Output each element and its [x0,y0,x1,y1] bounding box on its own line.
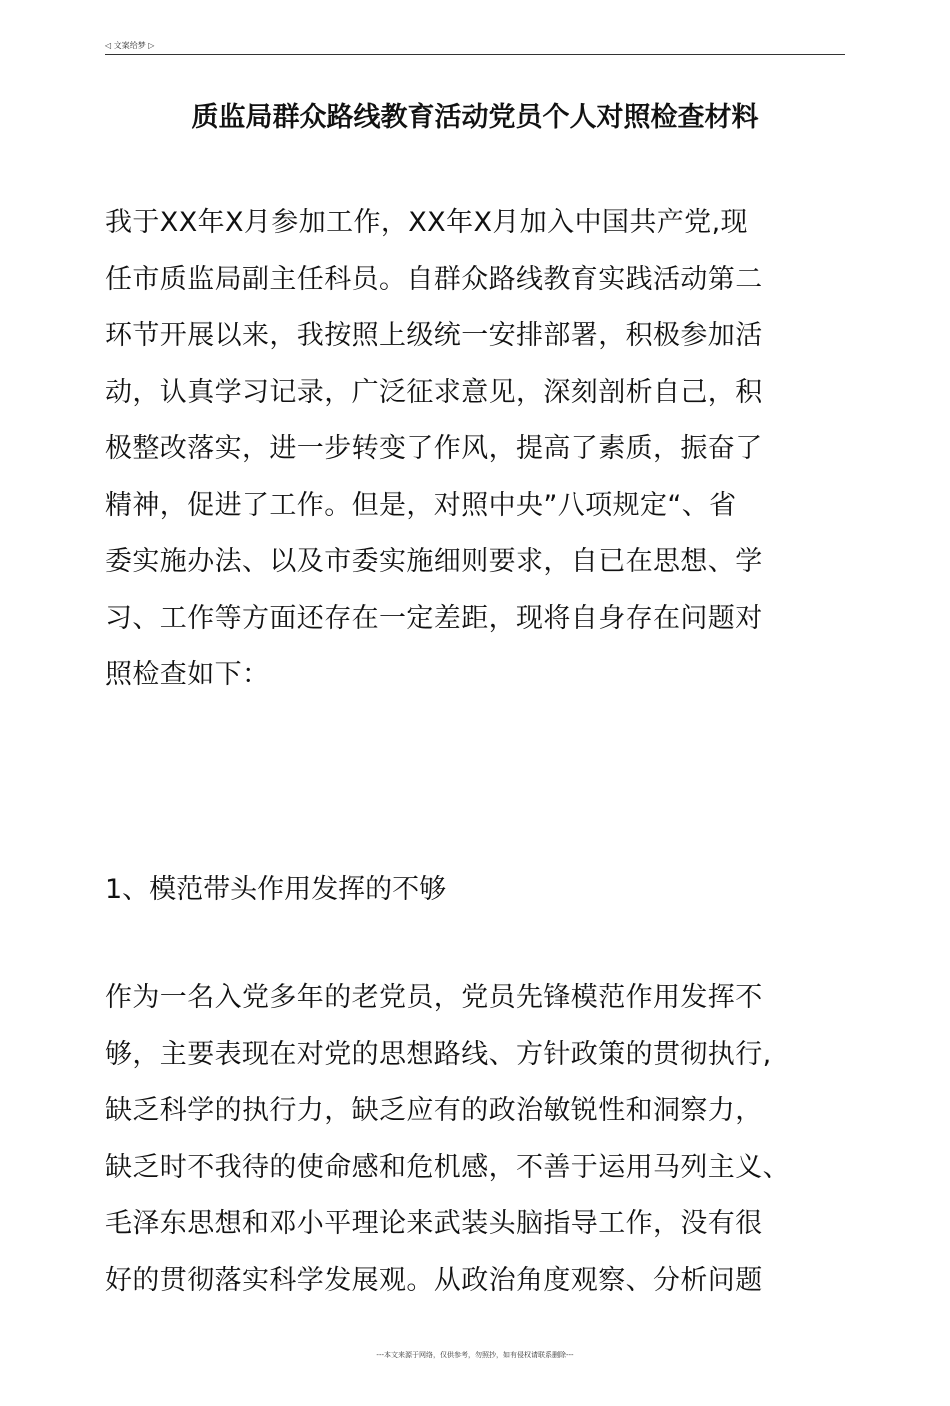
text-line: 我于XX年X月参加工作，XX年X月加入中国共产党,现 [105,207,748,238]
text-line: 好的贯彻落实科学发展观。从政治角度观察、分析问题 [105,1264,763,1296]
text-line: 缺乏科学的执行力，缺乏应有的政治敏锐性和洞察力， [105,1095,763,1126]
text-line: 动，认真学习记录，广泛征求意见，深刻剖析自己，积 [105,376,763,408]
text-line: 够，主要表现在对党的思想路线、方针政策的贯彻执行, [105,1038,772,1070]
text-line: 照检查如下： [105,659,270,690]
text-line: 精神，促进了工作。但是，对照中央”八项规定“、省 [105,489,737,521]
text-line: 环节开展以来，我按照上级统一安排部署，积极参加活 [105,320,763,351]
text-line: 习、工作等方面还存在一定差距，现将自身存在问题对 [105,602,763,634]
text-line: 毛泽东思想和邓小平理论来武装头脑指导工作，没有很 [105,1208,763,1239]
intro-paragraph [105,195,850,704]
page-header [105,40,845,55]
document-title: 质监局群众路线教育活动党员个人对照检查材料 [191,102,759,133]
footer-disclaimer: ---本文来源于网络，仅供参考，勿照抄，如有侵权请联系删除--- [376,1351,574,1359]
text-line: 缺乏时不我待的使命感和危机感，不善于运用马列主义、 [105,1151,790,1183]
header-label: ◁ 文案给梦 ▷ [105,41,155,50]
text-line: 作为一名入党多年的老党员，党员先锋模范作用发挥不 [105,982,763,1013]
section-paragraph [105,970,850,1309]
section-heading: 1、模范带头作用发挥的不够 [105,874,447,905]
text-line: 任市质监局副主任科员。自群众路线教育实践活动第二 [105,263,763,295]
text-line: 极整改落实，进一步转变了作风，提高了素质，振奋了 [105,433,763,464]
text-line: 委实施办法、以及市委实施细则要求，自已在思想、学 [105,546,763,577]
